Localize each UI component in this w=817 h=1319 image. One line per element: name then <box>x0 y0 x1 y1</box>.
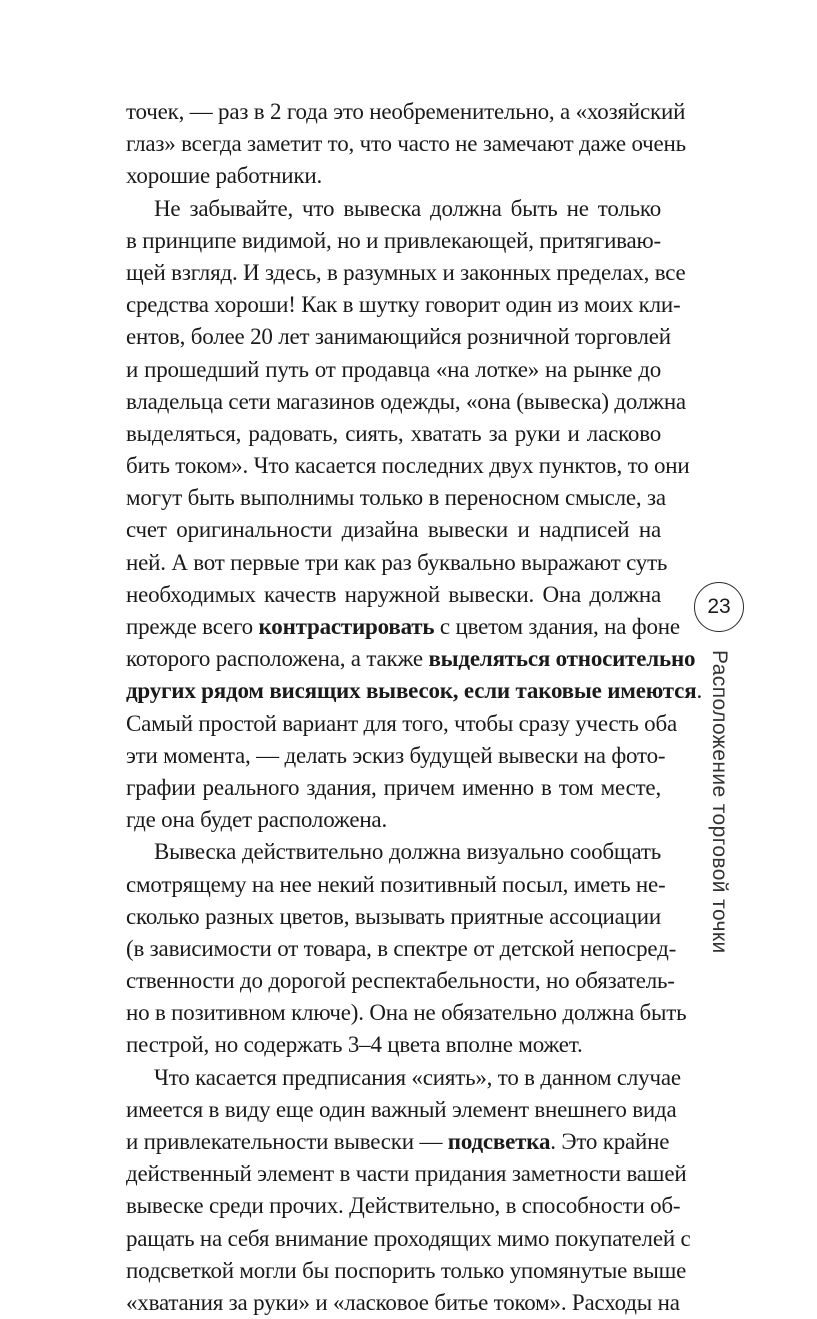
text-line: средства хороши! Как в шутку говорит один из моих кли- <box>126 292 681 318</box>
text-line: Не забывайте, что вывеска должна быть не только <box>154 195 661 221</box>
bold-emphasis: других рядом висящих вывесок, если таковые имеются <box>126 678 697 704</box>
text-line: Самый простой вариант для того, чтобы сразу учесть оба <box>126 710 677 736</box>
text-line: (в зависимости от товара, в спектре от детской непосред- <box>126 935 677 961</box>
text-line: необходимых качеств наружной вывески. Она должна <box>126 581 661 607</box>
text-line: ращать на себя внимание проходящих мимо покупателей с <box>126 1225 691 1251</box>
text-line: Что касается предписания «сиять», то в данном случае <box>154 1064 681 1090</box>
text-line <box>126 1126 670 1158</box>
text-line: ственности до дорогой респектабельности, но обязатель- <box>126 968 675 994</box>
text-line: счет оригинальности дизайна вывески и надписей на <box>126 517 661 543</box>
text-segment: которого расположена, а также <box>126 646 429 672</box>
text-line: глаз» всегда заметит то, что часто не замечают даже очень <box>126 131 686 157</box>
text-segment: . Это крайне <box>550 1129 670 1154</box>
text-segment: с цветом здания, на фоне <box>434 614 680 639</box>
text-line: ентов, более 20 лет занимающийся розничной торговлей <box>126 324 671 350</box>
text-line: и прошедший путь от продавца «на лотке» на рынке до <box>126 356 661 382</box>
text-line: ней. А вот первые три как раз буквально выражают суть <box>126 549 668 575</box>
text-line: эти момента, — делать эскиз будущей вывески на фото- <box>126 742 666 768</box>
text-line: имеется в виду еще один важный элемент внешнего вида <box>126 1096 677 1122</box>
text-segment: прежде всего <box>126 614 259 639</box>
text-line: владельца сети магазинов одежды, «она (вывеска) должна <box>126 388 686 414</box>
text-segment: . <box>696 678 702 704</box>
page-body-text <box>126 96 702 1315</box>
running-header-title: Расположение торговой точки <box>708 650 731 954</box>
text-line: могут быть выполнимы только в переносном смысле, за <box>126 485 666 511</box>
text-line: в принципе видимой, но и привлекающей, притягиваю- <box>126 227 661 253</box>
text-line: Вывеска действительно должна визуально сообщать <box>154 839 661 865</box>
text-line: где она будет расположена. <box>126 807 387 833</box>
text-line: но в позитивном ключе). Она не обязательно должна быть <box>126 1000 687 1026</box>
text-line: щей взгляд. И здесь, в разумных и законных пределах, все <box>126 259 686 285</box>
bold-emphasis: выделяться относительно <box>428 646 696 672</box>
text-line: вывеске среди прочих. Действительно, в способности об- <box>126 1193 681 1219</box>
bold-emphasis: подсветка <box>447 1129 551 1154</box>
text-line <box>126 675 702 707</box>
text-line <box>126 643 696 675</box>
text-line: смотрящему на нее некий позитивный посыл, иметь не- <box>126 871 666 897</box>
text-line: подсветкой могли бы поспорить только упомянутые выше <box>126 1257 687 1283</box>
text-line: бить током». Что касается последних двух пунктов, то они <box>126 453 690 479</box>
text-line: выделяться, радовать, сиять, хватать за руки и ласково <box>126 420 661 446</box>
text-line: графии реального здания, причем именно в том месте, <box>126 774 661 800</box>
text-line: точек, — раз в 2 года это необременительно, а «хозяйский <box>126 99 686 124</box>
page-number: 23 <box>707 595 731 618</box>
text-line: сколько разных цветов, вызывать приятные ассоциации <box>126 903 661 929</box>
text-line: хорошие работники. <box>126 163 323 189</box>
page-number-badge <box>694 582 744 632</box>
text-line: действенный элемент в части придания заметности вашей <box>126 1161 687 1187</box>
text-line <box>126 611 680 643</box>
text-line: пестрой, но содержать 3–4 цвета вполне может. <box>126 1032 583 1058</box>
text-line: «хватания за руки» и «ласковое битье током». Расходы на <box>126 1289 680 1315</box>
bold-emphasis: контрастировать <box>258 614 435 639</box>
text-segment: и привлекательности вывески — <box>126 1129 448 1154</box>
